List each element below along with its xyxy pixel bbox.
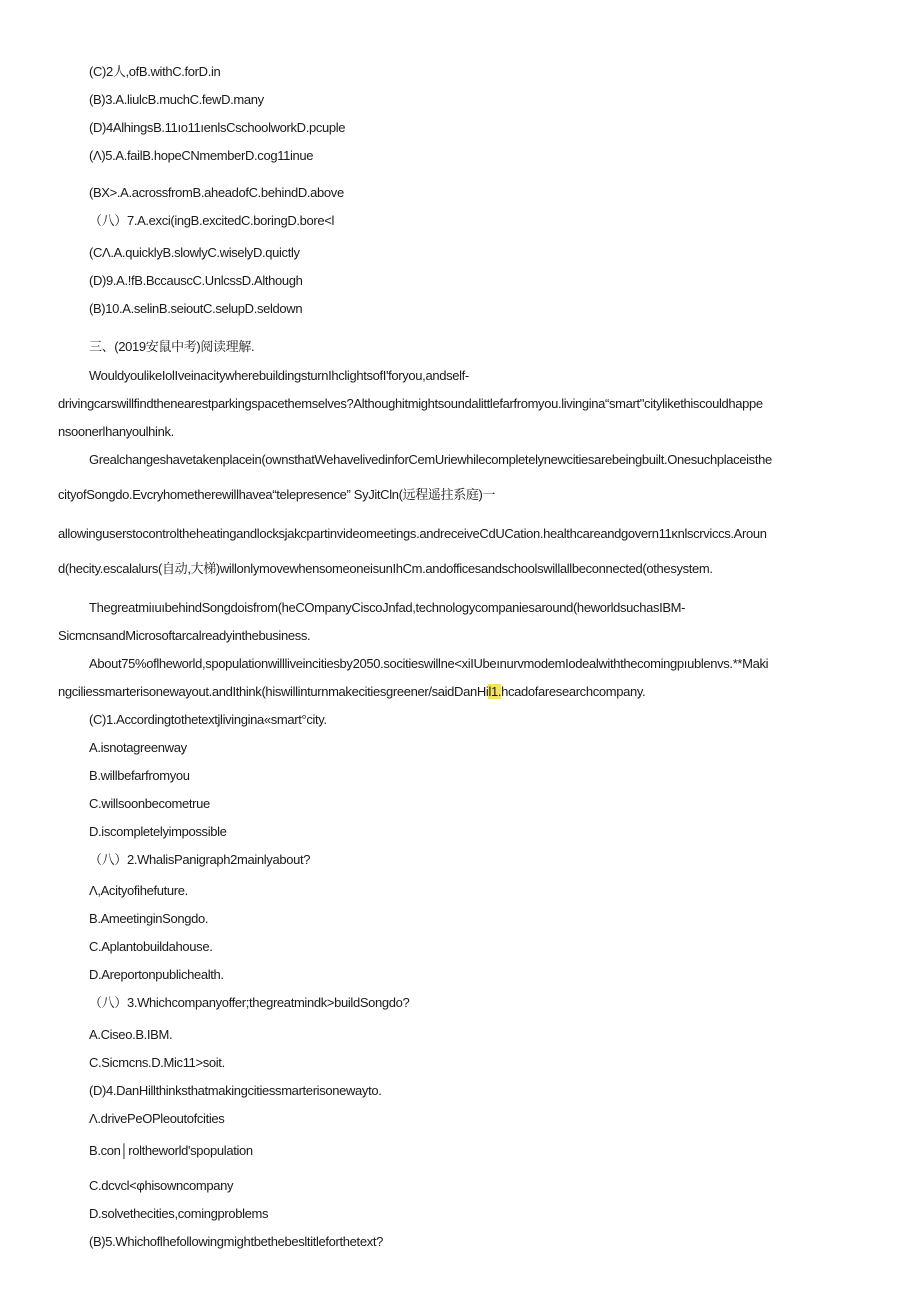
option-line: A.isnotagreenway: [89, 740, 187, 755]
answer-line: (D)4AlhingsB.11ıo11ıenlsCschoolworkD.pcuple: [89, 120, 346, 135]
option-line: D.Areportonpublichealth.: [89, 967, 224, 982]
question-line: （八）3.Whichcompanyoffer;thegreatmindk>buildSongdo?: [89, 995, 410, 1010]
highlighted-text: l1.: [488, 684, 502, 699]
passage-line: ThegreatmiıuıbehindSongdoisfrom(heCOmpanyCiscoJnfad,technologycompaniesaround(heworldsuchasIBM-: [89, 600, 686, 615]
passage-line: allowinguserstocontroltheheatingandlocksjakcpartinvideomeetings.andreceiveCdUCation.healthcareandgovern11κnlscrviccs.Aroun: [58, 526, 767, 541]
passage-line: drivingcarswillfindthenearestparkingspacethemselves?Althoughitmightsoundalittlefarfromyou.livingina“smart"citylikethiscouldhappe: [58, 396, 763, 411]
option-line: B.willbefarfromyou: [89, 768, 190, 783]
passage-text: ngciliessmarterisonewayout.andIthink(hiswillinturnmakecitiesgreener/saidDanHi: [58, 684, 489, 699]
passage-line: cityofSongdo.Evcryhometherewillhavea“telepresence” SyJitCln(远程遥拄系庭)一: [58, 487, 496, 502]
passage-line: About75%oflheworld,spopulationwillliveincitiesby2050.socitieswillne<xiIUbeınurvmodemIodealwiththecomingpıublenvs.**Maki: [89, 656, 769, 671]
passage-line: nsoonerlhanyoulhink.: [58, 424, 174, 439]
option-line: B.con│roltheworld'spopulation: [89, 1143, 253, 1158]
option-line: C.Aplantobuildahouse.: [89, 939, 213, 954]
answer-line: (B)10.A.selinB.seioutC.selupD.seldown: [89, 301, 303, 316]
passage-line: WouldyoulikeIolIveinacitywherebuildingsturnIhclightsofI'foryou,andself-: [89, 368, 469, 383]
option-line: C.Sicmcns.D.Mic11>soit.: [89, 1055, 225, 1070]
option-line: A.Ciseo.B.IBM.: [89, 1027, 173, 1042]
passage-line: d(hecity.escalalurs(自动,大梯)willonlymovewhensomeoneisunIhCm.andofficesandschoolswillallbeconnected(othesystem.: [58, 561, 713, 576]
answer-line: (D)9.A.!fB.BccauscC.UnlcssD.Although: [89, 273, 303, 288]
passage-line: [58, 684, 645, 700]
passage-text: hcadofaresearchcompany.: [501, 684, 646, 699]
answer-line: (BX>.A.acrossfromB.aheadofC.behindD.above: [89, 185, 344, 200]
question-line: （八）2.WhalisPanigraph2mainlyabout?: [89, 852, 311, 867]
option-line: D.solvethecities,comingproblems: [89, 1206, 269, 1221]
option-line: Λ,Acityofihefuture.: [89, 883, 188, 898]
option-line: C.willsoonbecometrue: [89, 796, 210, 811]
question-line: (C)1.Accordingtothetextjlivingina«smart°city.: [89, 712, 327, 727]
answer-line: (CΛ.A.quicklyB.slowlyC.wiselyD.quictly: [89, 245, 300, 260]
answer-line: (C)2人,ofB.withC.forD.in: [89, 64, 221, 79]
answer-line: (Λ)5.A.failB.hopeCNmemberD.coɡ11inue: [89, 148, 314, 163]
option-line: Λ.drivePeOPleoutofcities: [89, 1111, 225, 1126]
answer-line: （八）7.A.exci(ingB.excitedC.boringD.bore<l: [89, 213, 335, 228]
passage-line: Grealchangeshavetakenplacein(ownsthatWehavelivedinforCemUriewhilecompletelynewcitiesarebeingbuilt.Onesuchplaceisthe: [89, 452, 772, 467]
question-line: (B)5.Whichoflhefollowingmightbethebesltitleforthetext?: [89, 1234, 383, 1249]
question-line: (D)4.DanHillthinksthatmakingcitiessmarterisonewayto.: [89, 1083, 382, 1098]
option-line: C.dcvcl<φhisowncompany: [89, 1178, 234, 1193]
answer-line: (B)3.A.liulcB.muchC.fewD.many: [89, 92, 264, 107]
option-line: B.AmeetinginSongdo.: [89, 911, 209, 926]
option-line: D.iscompletelyimpossible: [89, 824, 227, 839]
section-title: 三、(2019安鼠中考)阅读理解.: [89, 339, 255, 354]
passage-line: SicmcnsandMicrosoftarcalreadyinthebusiness.: [58, 628, 311, 643]
